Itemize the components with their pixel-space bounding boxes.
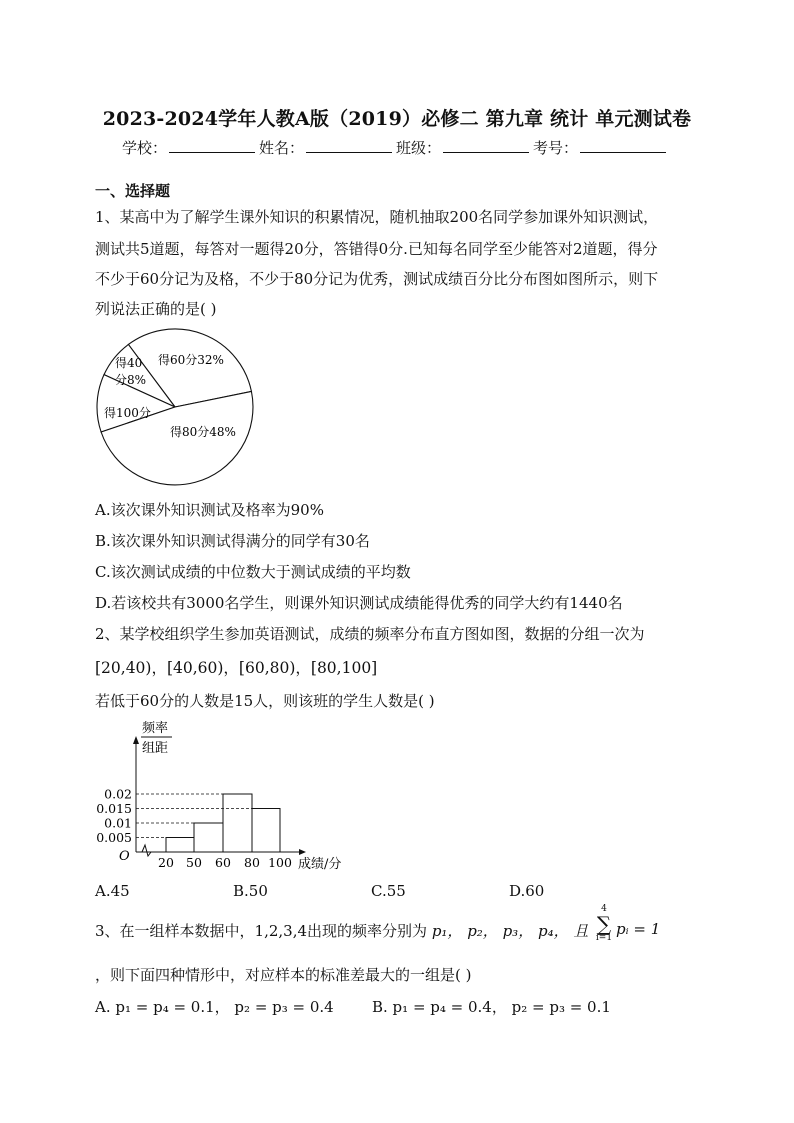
y-tick-0.01: 0.01	[104, 815, 132, 831]
histogram-chart	[92, 718, 362, 870]
bar-[80,100]	[252, 809, 280, 853]
y-axis-arrow	[133, 736, 139, 744]
q2-intervals: [20,40)，[40,60)，[60,80)，[80,100]	[95, 659, 378, 677]
bar-[20,40)	[166, 838, 194, 853]
ylabel-top: 频率	[142, 721, 169, 736]
y-tick-0.005: 0.005	[96, 830, 132, 845]
q2-option-a: A.45	[95, 882, 130, 900]
q2-line-1: 2、某学校组织学生参加英语测试，成绩的频率分布直方图如图，数据的分组一次为	[95, 625, 645, 643]
pie-label-40-line1: 得40	[115, 356, 143, 370]
section-title: 一、选择题	[95, 182, 171, 200]
pie-label-60: 得60分32%	[158, 353, 224, 367]
q3-text: 3、在一组样本数据中，1,2,3,4出现的频率分别为	[95, 922, 428, 940]
q3-option-a: A. p₁ = p₄ = 0.1， p₂ = p₃ = 0.4	[95, 998, 334, 1016]
student-info-line	[122, 137, 670, 158]
pie-label-40-line2: 分8%	[115, 373, 147, 387]
class-blank	[443, 140, 529, 153]
x-tick-50: 50	[186, 855, 202, 870]
sum-body: pᵢ = 1	[616, 920, 661, 938]
x-tick-60: 60	[215, 855, 231, 870]
sigma: ∑	[596, 912, 612, 936]
q2-option-d: D.60	[509, 882, 545, 900]
x-tick-100: 100	[268, 855, 292, 870]
y-tick-0.02: 0.02	[104, 786, 132, 802]
q2-line-3: 若低于60分的人数是15人，则该班的学生人数是( )	[95, 692, 435, 710]
name-label: 姓名：	[259, 139, 305, 157]
q2-option-b: B.50	[233, 882, 268, 900]
ylabel-bottom: 组距	[142, 741, 169, 756]
school-label: 学校：	[122, 139, 168, 157]
page-title: 2023-2024学年人教A版（2019）必修二 第九章 统计 单元测试卷	[102, 108, 692, 130]
x-axis-arrow	[299, 849, 306, 855]
sum-upper: 4	[601, 904, 607, 914]
pie-chart	[90, 322, 260, 492]
q1-line-1: 1、某高中为了解学生课外知识的积累情况，随机抽取200名同学参加课外知识测试，	[95, 208, 659, 226]
class-label: 班级：	[396, 139, 442, 157]
q3-probabilities: p₁， p₂， p₃， p₄， 且	[431, 922, 589, 940]
q3-option-b: B. p₁ = p₄ = 0.4， p₂ = p₃ = 0.1	[372, 998, 611, 1016]
x-tick-80: 80	[244, 855, 260, 870]
name-blank	[306, 140, 392, 153]
pie-label-80: 得80分48%	[170, 425, 236, 439]
bar-[40,60)	[194, 823, 223, 852]
axis-break	[142, 845, 151, 856]
sum-lower: i=1	[595, 933, 613, 943]
q2-option-c: C.55	[371, 882, 406, 900]
sum-symbol	[594, 905, 614, 943]
q1-line-3: 不少于60分记为及格，不少于80分记为优秀，测试成绩百分比分布图如图所示，则下	[95, 270, 659, 288]
y-tick-0.015: 0.015	[96, 801, 132, 816]
q1-option-b: B.该次课外知识测试得满分的同学有30名	[95, 532, 370, 550]
bar-[60,80)	[223, 794, 252, 852]
origin-label: O	[119, 849, 130, 864]
xlabel: 成绩/分	[298, 857, 342, 870]
q3-line-1	[95, 920, 588, 941]
q3-line-2: ，则下面四种情形中，对应样本的标准差最大的一组是( )	[95, 966, 472, 984]
school-blank	[169, 140, 255, 153]
q1-line-2: 测试共5道题，每答对一题得20分，答错得0分.已知每名同学至少能答对2道题，得分	[95, 240, 658, 258]
exam-no-blank	[580, 140, 666, 153]
q1-option-a: A.该次课外知识测试及格率为90%	[95, 501, 324, 519]
q1-option-d: D.若该校共有3000名学生，则课外知识测试成绩能得优秀的同学大约有1440名	[95, 594, 623, 612]
q1-option-c: C.该次测试成绩的中位数大于测试成绩的平均数	[95, 563, 411, 581]
q1-line-4: 列说法正确的是( )	[95, 300, 217, 318]
pie-label-100: 得100分	[104, 406, 151, 420]
exam-no-label: 考号：	[533, 139, 579, 157]
x-tick-20: 20	[158, 855, 174, 870]
